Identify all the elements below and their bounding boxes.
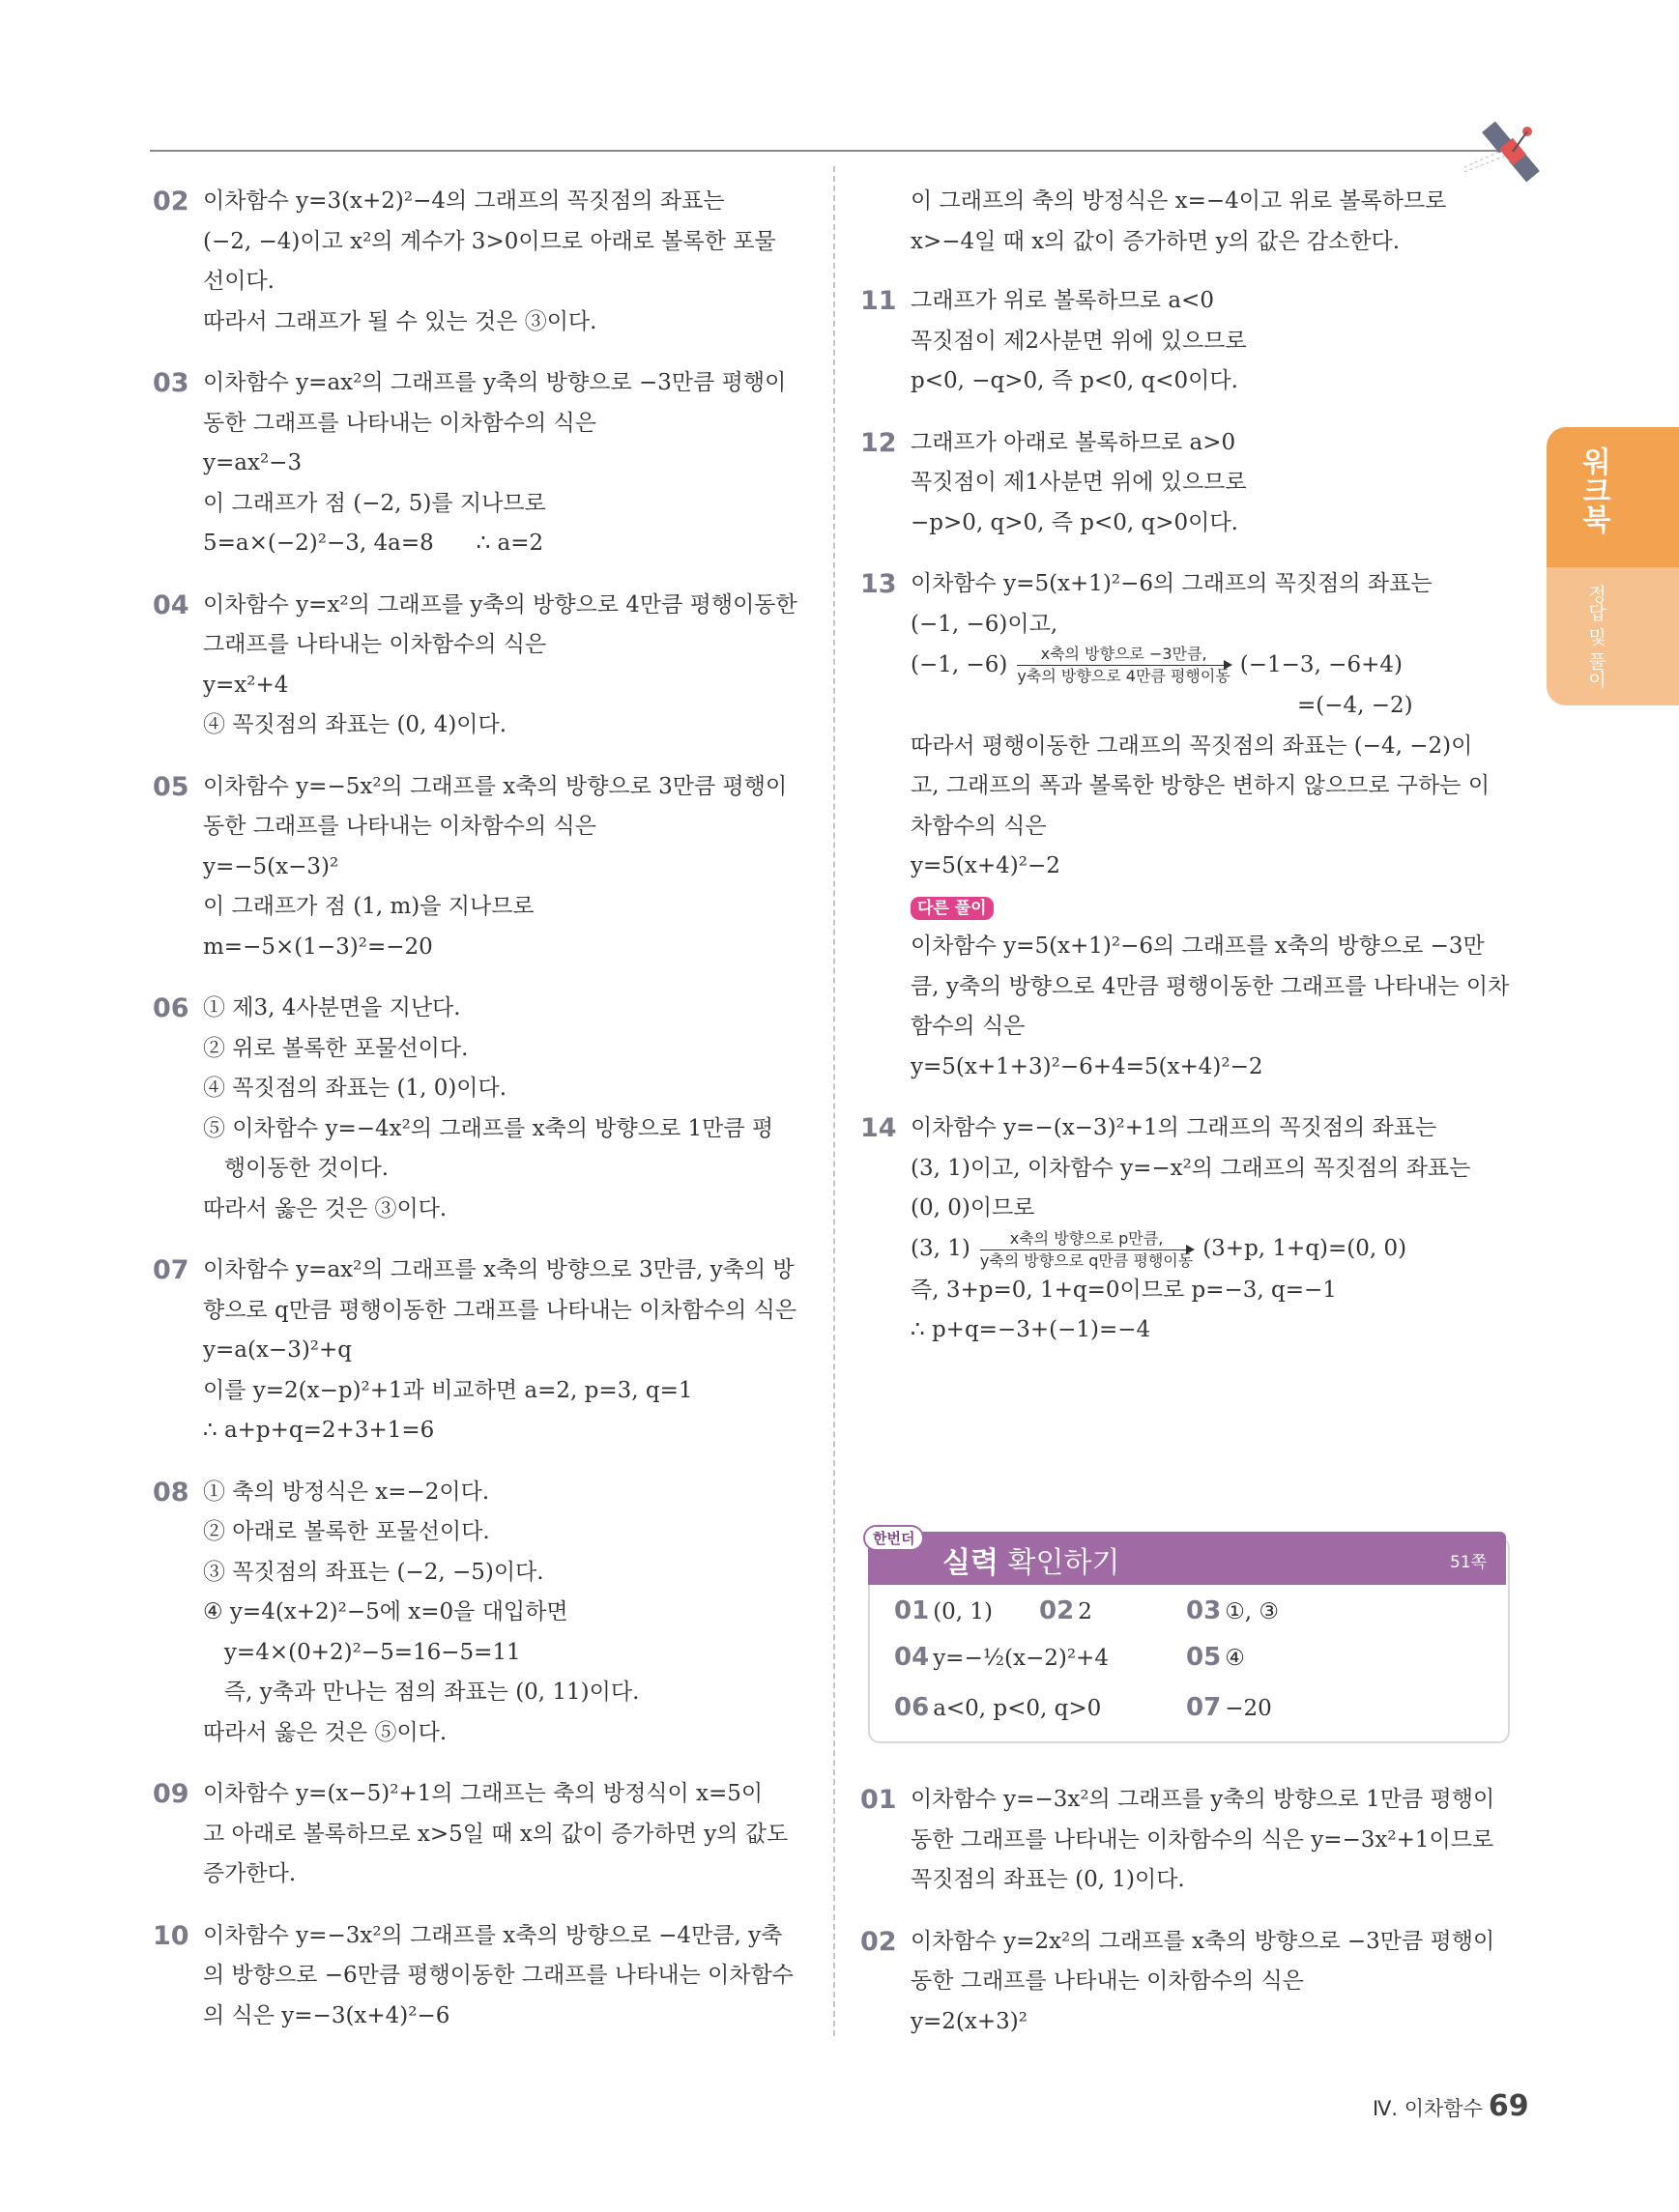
- problem-number: 07: [153, 1255, 189, 1285]
- problem-number: 13: [860, 569, 897, 599]
- answer-item: [894, 1643, 1109, 1672]
- text-line: 이를 y=2(x−p)²+1과 비교하면 a=2, p=3, q=1: [203, 1377, 693, 1403]
- translation-arrow-line: [911, 645, 1508, 686]
- column-divider: [833, 166, 835, 2036]
- arrow-label-top: x축의 방향으로 −3만큼,: [1040, 645, 1207, 663]
- answer-number: 03: [1186, 1596, 1222, 1625]
- text-line: y=2(x+3)²: [911, 2008, 1028, 2034]
- text-line: 따라서 옳은 것은 ⑤이다.: [203, 1719, 448, 1745]
- text-line: ∴ a+p+q=2+3+1=6: [203, 1418, 435, 1443]
- answer-problem-01: [860, 1780, 1508, 1901]
- text-line: 꼭짓점이 제2사분면 위에 있으므로: [911, 328, 1247, 354]
- text-line: y=x²+4: [203, 672, 289, 698]
- arrow-source: (−1, −6): [911, 651, 1008, 677]
- text-line: ② 아래로 볼록한 포물선이다.: [203, 1519, 490, 1544]
- text-line: 차함수의 식은: [911, 813, 1047, 839]
- text-line: 그래프가 위로 볼록하므로 a<0: [911, 288, 1214, 313]
- text-line: y=5(x+1+3)²−6+4=5(x+4)²−2: [911, 1053, 1263, 1079]
- text-line: 꼭짓점의 좌표는 (0, 1)이다.: [911, 1867, 1185, 1892]
- problem-number: 04: [153, 589, 189, 620]
- text-line: 그래프를 나타내는 이차함수의 식은: [203, 632, 547, 657]
- answer-number: 04: [894, 1643, 930, 1672]
- answer-item: [1186, 1643, 1245, 1672]
- problem-number: 02: [860, 1926, 897, 1957]
- text-line: 의 식은 y=−3(x+4)²−6: [203, 2002, 450, 2028]
- problem-09: [153, 1774, 796, 1895]
- answer-box-page-ref: 51쪽: [1450, 1553, 1488, 1572]
- problem-number: 05: [153, 771, 189, 802]
- text-line: ⑤ 이차함수 y=−4x²의 그래프를 x축의 방향으로 1만큼 평: [203, 1115, 774, 1141]
- answer-value: 2: [1078, 1599, 1092, 1624]
- text-line: 함수의 식은: [911, 1014, 1026, 1039]
- text-line: 이차함수 y=5(x+1)²−6의 그래프의 꼭짓점의 좌표는: [911, 571, 1433, 596]
- answer-number: 05: [1186, 1643, 1222, 1672]
- text-line: ④ 꼭짓점의 좌표는 (1, 0)이다.: [203, 1076, 507, 1101]
- text-line: ① 축의 방정식은 x=−2이다.: [203, 1479, 490, 1505]
- text-line: (3, 1)이고, 이차함수 y=−x²의 그래프의 꼭짓점의 좌표는: [911, 1155, 1471, 1181]
- text-line: 행이동한 것이다.: [203, 1156, 390, 1181]
- text-line: 고 아래로 볼록하므로 x>5일 때 x의 값이 증가하면 y의 값도: [203, 1821, 789, 1847]
- left-column: [153, 182, 796, 2057]
- text-line: 의 방향으로 −6만큼 평행이동한 그래프를 나타내는 이차함수: [203, 1963, 795, 1988]
- problem-number: 06: [153, 993, 189, 1023]
- side-tab-sub-label: 정답 및 풀이: [1585, 585, 1607, 689]
- top-rule: [150, 150, 1498, 152]
- problem-number: 09: [153, 1779, 189, 1809]
- text-line: 이 그래프의 축의 방정식은 x=−4이고 위로 볼록하므로: [911, 188, 1447, 214]
- text-line: 따라서 옳은 것은 ③이다.: [203, 1195, 448, 1221]
- page-footer: [1373, 2089, 1529, 2123]
- text-line: 이차함수 y=2x²의 그래프를 x축의 방향으로 −3만큼 평행이: [911, 1928, 1495, 1954]
- text-line: 동한 그래프를 나타내는 이차함수의 식은: [203, 410, 596, 436]
- text-line: ∴ p+q=−3+(−1)=−4: [911, 1317, 1151, 1342]
- translation-arrow-line: [911, 1229, 1508, 1271]
- answer-item: [1186, 1596, 1279, 1625]
- text-line: 향으로 q만큼 평행이동한 그래프를 나타내는 이차함수의 식은: [203, 1297, 797, 1323]
- problem-03: [153, 363, 796, 564]
- text-line: (0, 0)이므로: [911, 1195, 1035, 1221]
- text-line: 이차함수 y=(x−5)²+1의 그래프는 축의 방정식이 x=5이: [203, 1781, 764, 1806]
- side-tab-answers: [1547, 567, 1679, 705]
- text-line: 즉, 3+p=0, 1+q=0이므로 p=−3, q=−1: [911, 1277, 1337, 1303]
- problem-number: 14: [860, 1113, 897, 1143]
- text-line: 이차함수 y=x²의 그래프를 y축의 방향으로 4만큼 평행이동한: [203, 591, 797, 618]
- text-line: ② 위로 볼록한 포물선이다.: [203, 1035, 469, 1061]
- title-rest: 확인하기: [998, 1546, 1120, 1580]
- text-line: 따라서 평행이동한 그래프의 꼭짓점의 좌표는 (−4, −2)이: [911, 733, 1473, 759]
- answer-value: (0, 1): [933, 1599, 994, 1624]
- problem-06: [153, 989, 796, 1229]
- text-line: 동한 그래프를 나타내는 이차함수의 식은: [203, 814, 596, 839]
- text-line: m=−5×(1−3)²=−20: [203, 934, 433, 960]
- text-line: 따라서 그래프가 될 수 있는 것은 ③이다.: [203, 308, 597, 334]
- text-line: 꼭짓점이 제1사분면 위에 있으므로: [911, 470, 1247, 495]
- answer-item: [894, 1596, 993, 1625]
- problem-14: [860, 1108, 1508, 1351]
- arrow-target: (−1−3, −6+4): [1239, 651, 1403, 677]
- problem-10-continued: [860, 182, 1508, 262]
- text-line: 이차함수 y=−5x²의 그래프를 x축의 방향으로 3만큼 평행이: [203, 773, 788, 799]
- problem-number: 08: [153, 1477, 189, 1508]
- answer-box-tag: 한번더: [863, 1525, 924, 1551]
- text-line: 증가한다.: [203, 1861, 297, 1886]
- text-line: 이차함수 y=−3x²의 그래프를 y축의 방향으로 1만큼 평행이: [911, 1787, 1495, 1812]
- answer-value: a<0, p<0, q>0: [933, 1696, 1102, 1721]
- answer-value: −20: [1225, 1696, 1272, 1721]
- problem-02: [153, 182, 796, 342]
- text-line: ④ 꼭짓점의 좌표는 (0, 4)이다.: [203, 712, 507, 737]
- text-line: 고, 그래프의 폭과 볼록한 방향은 변하지 않으므로 구하는 이: [911, 773, 1491, 798]
- translation-arrow: [1017, 645, 1230, 686]
- problem-number: 03: [153, 368, 189, 398]
- answer-number: 07: [1186, 1693, 1222, 1722]
- problem-number: 10: [153, 1920, 189, 1951]
- arrow-icon: [1017, 665, 1230, 666]
- problem-number: 02: [153, 187, 189, 216]
- text-line: −p>0, q>0, 즉 p<0, q>0이다.: [911, 509, 1238, 535]
- alt-solution-badge: 다른 풀이: [911, 897, 994, 920]
- problem-05: [153, 767, 796, 968]
- answer-value: ①, ③: [1225, 1599, 1280, 1624]
- text-line: ③ 꼭짓점의 좌표는 (−2, −5)이다.: [203, 1559, 544, 1585]
- text-line: 이 그래프가 점 (1, m)을 지나므로: [203, 894, 535, 919]
- page-number: 69: [1488, 2089, 1529, 2123]
- answer-value: ④: [1225, 1646, 1245, 1671]
- answer-problem-02: [860, 1922, 1508, 2043]
- answer-number: 01: [894, 1596, 930, 1625]
- answer-value: y=−½(x−2)²+4: [933, 1646, 1109, 1671]
- text-line: 이차함수 y=3(x+2)²−4의 그래프의 꼭짓점의 좌표는: [203, 188, 725, 214]
- title-bold: 실력: [942, 1546, 999, 1580]
- problem-13: [860, 564, 1508, 1087]
- text-line: =(−4, −2): [1297, 693, 1413, 718]
- text-line: 동한 그래프를 나타내는 이차함수의 식은 y=−3x²+1이므로: [911, 1826, 1494, 1853]
- text-line: 5=a×(−2)²−3, 4a=8 ∴ a=2: [203, 531, 544, 556]
- answer-item: [1039, 1596, 1092, 1625]
- text-line: 이차함수 y=−3x²의 그래프를 x축의 방향으로 −4만큼, y축: [203, 1922, 783, 1948]
- chapter-label: Ⅳ. 이차함수: [1373, 2097, 1483, 2120]
- problem-number: 11: [860, 286, 897, 316]
- text-line: 즉, y축과 만나는 점의 좌표는 (0, 11)이다.: [203, 1680, 640, 1705]
- answer-number: 02: [1039, 1596, 1075, 1625]
- problem-07: [153, 1250, 796, 1451]
- text-line: ① 제3, 4사분면을 지난다.: [203, 995, 461, 1020]
- text-line: y=−5(x−3)²: [203, 853, 339, 879]
- text-line: p<0, −q>0, 즉 p<0, q<0이다.: [911, 368, 1238, 393]
- text-line: y=a(x−3)²+q: [203, 1337, 353, 1363]
- text-line: y=4×(0+2)²−5=16−5=11: [203, 1639, 521, 1665]
- text-line: y=ax²−3: [203, 450, 303, 475]
- text-line: 이차함수 y=ax²의 그래프를 x축의 방향으로 3만큼, y축의 방: [203, 1257, 795, 1282]
- arrow-label-bottom: y축의 방향으로 q만큼 평행이동: [979, 1250, 1194, 1270]
- text-line: (−1, −6)이고,: [911, 611, 1058, 637]
- answer-item: [1186, 1693, 1272, 1722]
- text-line: y=5(x+4)²−2: [911, 853, 1060, 878]
- answer-box-title: [942, 1538, 1119, 1581]
- text-line: 그래프가 아래로 볼록하므로 a>0: [911, 429, 1236, 455]
- text-line: 이차함수 y=−(x−3)²+1의 그래프의 꼭짓점의 좌표는: [911, 1115, 1437, 1140]
- right-bottom-column: [860, 1780, 1508, 2063]
- arrow-label-bottom: y축의 방향으로 4만큼 평행이동: [1017, 667, 1230, 685]
- problem-12: [860, 423, 1508, 544]
- satellite-icon: [1460, 114, 1547, 191]
- text-line: 이차함수 y=ax²의 그래프를 y축의 방향으로 −3만큼 평행이: [203, 370, 787, 395]
- side-tab-main-label: 워크북: [1577, 446, 1610, 533]
- text-line: (−2, −4)이고 x²의 계수가 3>0이므로 아래로 볼록한 포물: [203, 228, 776, 254]
- problem-number: 12: [860, 427, 897, 458]
- translation-arrow: [980, 1229, 1193, 1271]
- problem-11: [860, 281, 1508, 402]
- arrow-source: (3, 1): [911, 1236, 970, 1262]
- problem-04: [153, 586, 796, 746]
- text-line: 선이다.: [203, 269, 275, 294]
- problem-number: 01: [860, 1785, 897, 1815]
- text-line: 이차함수 y=5(x+1)²−6의 그래프를 x축의 방향으로 −3만: [911, 934, 1485, 959]
- arrow-target: (3+p, 1+q)=(0, 0): [1202, 1236, 1407, 1262]
- text-line: 동한 그래프를 나타내는 이차함수의 식은: [911, 1968, 1304, 1994]
- text-line: ④ y=4(x+2)²−5에 x=0을 대입하면: [203, 1599, 568, 1624]
- right-column: [860, 182, 1508, 1372]
- problem-08: [153, 1473, 796, 1754]
- answer-item: [894, 1693, 1101, 1722]
- text-line: 큼, y축의 방향으로 4만큼 평행이동한 그래프를 나타내는 이차: [911, 973, 1510, 999]
- text-line: x>−4일 때 x의 값이 증가하면 y의 값은 감소한다.: [911, 228, 1401, 254]
- arrow-label-top: x축의 방향으로 p만큼,: [1009, 1228, 1164, 1248]
- answer-number: 06: [894, 1693, 930, 1722]
- text-line: 이 그래프가 점 (−2, 5)를 지나므로: [203, 490, 546, 516]
- problem-10: [153, 1916, 796, 2037]
